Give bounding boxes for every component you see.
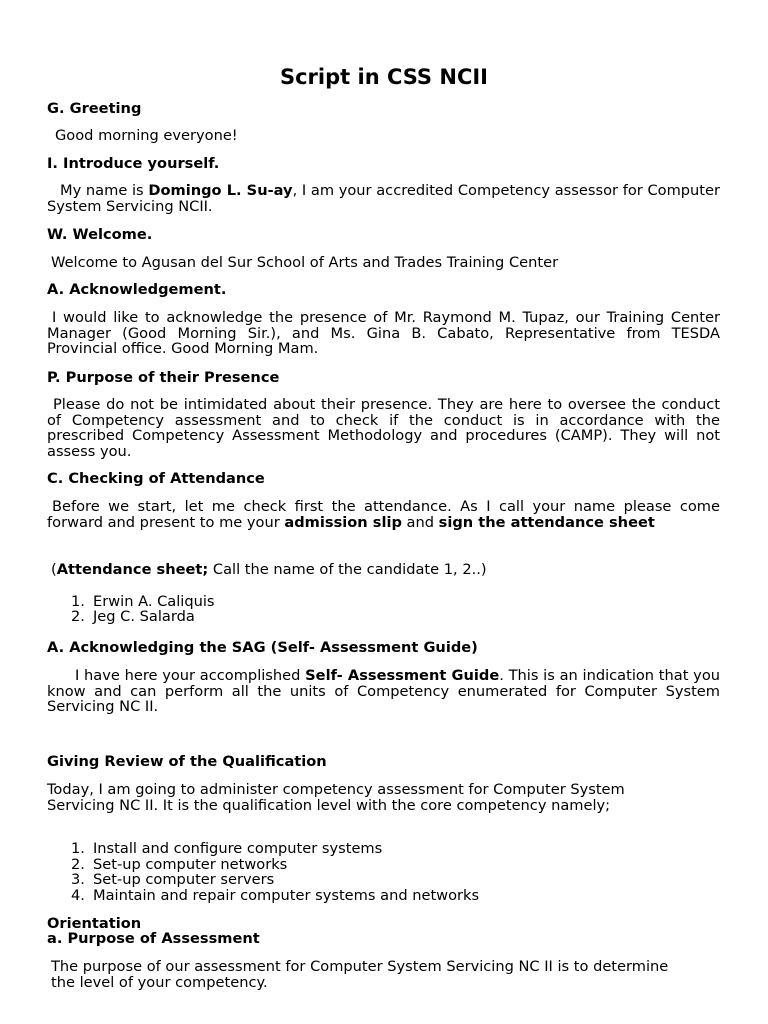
competency-item: 3. Set-up computer servers — [71, 871, 275, 888]
introduce-heading: I. Introduce yourself. — [47, 155, 220, 172]
candidate-item: 1. Erwin A. Caliquis — [71, 593, 215, 610]
sag-paragraph — [47, 668, 720, 715]
sag-pre: I have here your accomplished — [75, 667, 306, 684]
attendance-note-open: ( — [51, 561, 57, 578]
acknowledgement-heading: A. Acknowledgement. — [47, 281, 227, 298]
competency-item: 1. Install and configure computer systems — [71, 840, 383, 857]
competency-item: 4. Maintain and repair computer systems and networks — [71, 887, 480, 904]
greeting-text: Good morning everyone! — [55, 127, 238, 144]
purpose-assessment-heading: a. Purpose of Assessment — [47, 930, 260, 947]
candidate-item: 2. Jeg C. Salarda — [71, 608, 195, 625]
welcome-heading: W. Welcome. — [47, 226, 153, 243]
admission-slip-text: admission slip — [284, 513, 402, 531]
greeting-heading: G. Greeting — [47, 100, 142, 117]
candidate-name: Jeg C. Salarda — [93, 608, 195, 625]
introduce-paragraph — [47, 183, 720, 214]
purpose-presence-text: Please do not be intimidated about their presence. They are here to oversee the conduct of Competency assessment and to check if the conduct is in accordance with the prescribed Competency Assessment Methodology and procedures (CAMP). They will not assess you. — [47, 396, 720, 460]
competency-label: Install and configure computer systems — [93, 840, 383, 857]
introduce-post: , I am your accredited Competency assessor for Computer System Servicing NCII. — [47, 182, 720, 215]
competency-label: Set-up computer networks — [93, 856, 288, 873]
introduce-pre: My name is — [60, 182, 149, 199]
attendance-heading: C. Checking of Attendance — [47, 470, 265, 487]
competency-item: 2. Set-up computer networks — [71, 856, 288, 873]
competency-label: Maintain and repair computer systems and networks — [93, 887, 480, 904]
review-heading: Giving Review of the Qualification — [47, 753, 327, 770]
acknowledgement-text: I would like to acknowledge the presence of Mr. Raymond M. Tupaz, our Training Center Manager (Good Morning Sir.), and Ms. Gina B. Cabato, Representative from TESDA Provincial office. Good Morning Mam. — [47, 309, 720, 358]
sign-sheet-text: sign the attendance sheet — [438, 513, 655, 531]
review-text: Today, I am going to administer competency assessment for Computer System Servicing NC II. It is the qualification level with the core competency namely; — [47, 781, 625, 814]
attendance-pre: Before we start, let me check first the attendance. As I call your name please come forward and present to me your — [47, 498, 720, 531]
candidate-name: Erwin A. Caliquis — [93, 593, 215, 610]
attendance-paragraph — [47, 499, 720, 530]
purpose-assessment-text: The purpose of our assessment for Computer System Servicing NC II is to determine the level of your competency. — [51, 958, 669, 991]
attendance-note-bold: Attendance sheet; — [56, 561, 209, 578]
sag-bold: Self- Assessment Guide — [305, 667, 500, 684]
document-title: Script in CSS NCII — [279, 65, 488, 89]
purpose-presence-heading: P. Purpose of their Presence — [47, 369, 280, 386]
orientation-heading: Orientation — [47, 915, 142, 932]
sag-heading: A. Acknowledging the SAG (Self- Assessment Guide) — [47, 639, 478, 656]
attendance-note-rest: Call the name of the candidate 1, 2..) — [208, 561, 487, 578]
sag-post: . This is an indication that you know and can perform all the units of Competency enumerated for Computer System Servicing NC II. — [47, 667, 720, 716]
assessor-name: Domingo L. Su-ay — [148, 182, 293, 199]
attendance-note — [47, 562, 724, 578]
welcome-text: Welcome to Agusan del Sur School of Arts and Trades Training Center — [51, 254, 559, 271]
attendance-mid: and — [401, 513, 439, 531]
competency-label: Set-up computer servers — [93, 871, 275, 888]
